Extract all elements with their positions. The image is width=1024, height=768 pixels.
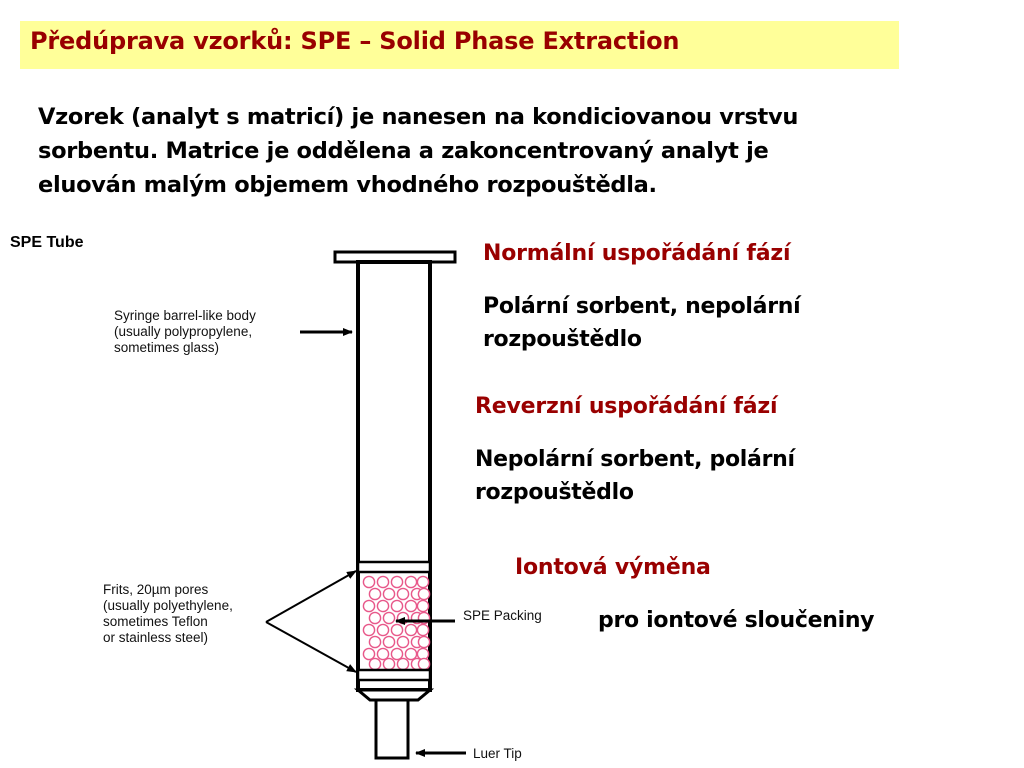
label-line: sometimes Teflon: [103, 614, 208, 629]
upper-frit: [358, 562, 430, 572]
packing-bead: [369, 636, 380, 647]
ion-exchange-heading: Iontová výměna: [515, 555, 711, 580]
packing-bead: [397, 636, 408, 647]
packing-bead: [363, 576, 374, 587]
packing-bead: [377, 576, 388, 587]
packing-bead: [397, 588, 408, 599]
packing-bead: [418, 636, 429, 647]
packing-bead: [417, 624, 428, 635]
lower-frit: [358, 670, 430, 680]
normal-phase-heading: Normální uspořádání fází: [483, 241, 791, 266]
packing-bead: [383, 588, 394, 599]
label-line: or stainless steel): [103, 630, 209, 645]
packing-bead: [405, 648, 416, 659]
slide-title: Předúprava vzorků: SPE – Solid Phase Extraction: [30, 27, 680, 55]
intro-line: sorbentu. Matrice je oddělena a zakoncentrovaný analyt je: [38, 138, 769, 164]
description-line: rozpouštědlo: [483, 327, 642, 352]
packing-bead: [363, 600, 374, 611]
packing-bead: [363, 624, 374, 635]
label-line: (usually polyethylene,: [103, 598, 233, 613]
label-line: sometimes glass): [114, 340, 220, 355]
frit-arrow-lower: [266, 622, 356, 672]
description-line: pro iontové sloučeniny: [598, 608, 875, 633]
packing-bead: [377, 648, 388, 659]
packing-bead: [377, 624, 388, 635]
reverse-phase-heading: Reverzní uspořádání fází: [475, 394, 778, 419]
packing-bead: [418, 658, 429, 669]
packing-bead: [369, 588, 380, 599]
intro-line: eluován malým objemem vhodného rozpouštědla.: [38, 172, 657, 198]
packing-bead: [418, 588, 429, 599]
label-line: Frits, 20µm pores: [103, 582, 209, 597]
label-line: (usually polypropylene,: [114, 324, 253, 339]
description-line: rozpouštědlo: [475, 480, 634, 505]
packing-bead: [405, 576, 416, 587]
figure-title: SPE Tube: [10, 234, 84, 251]
packing-bead: [383, 658, 394, 669]
packing-bead: [391, 600, 402, 611]
description-line: Polární sorbent, nepolární: [483, 294, 801, 319]
packing-bead: [383, 612, 394, 623]
packing-bead: [391, 648, 402, 659]
intro-line: Vzorek (analyt s matricí) je nanesen na kondiciovanou vrstvu: [38, 104, 799, 130]
label-line: Syringe barrel-like body: [114, 308, 256, 323]
packing-bead: [417, 600, 428, 611]
packing-bead: [391, 624, 402, 635]
luer-tip: [376, 700, 408, 758]
packing-bead: [363, 648, 374, 659]
frit-arrow-upper: [266, 571, 356, 622]
packing-bead: [417, 576, 428, 587]
packing-bead: [405, 600, 416, 611]
packing-bead: [391, 576, 402, 587]
packing-bead: [383, 636, 394, 647]
label-line: Luer Tip: [473, 746, 522, 761]
description-line: Nepolární sorbent, polární: [475, 447, 795, 472]
packing-bead: [405, 624, 416, 635]
packing-bead: [369, 658, 380, 669]
packing-bead: [377, 600, 388, 611]
label-line: SPE Packing: [463, 608, 542, 623]
packing-bead: [397, 658, 408, 669]
packing-bead: [369, 612, 380, 623]
